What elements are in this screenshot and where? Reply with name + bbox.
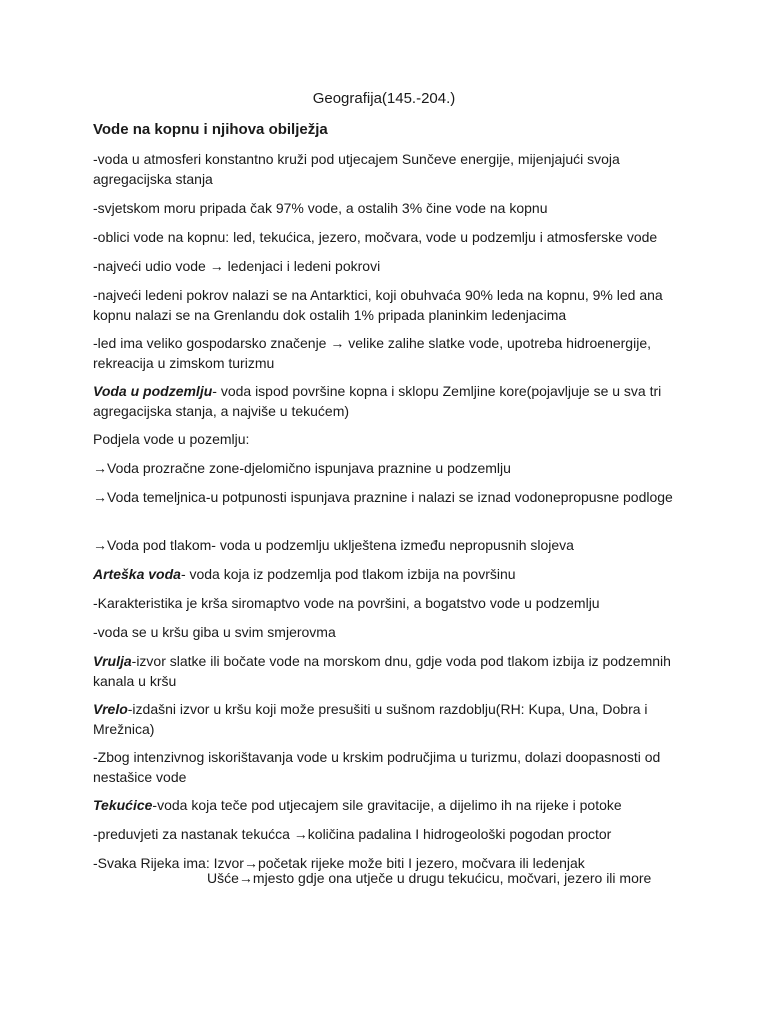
arrow-right-icon: →: [209, 258, 224, 274]
paragraph: [93, 699, 693, 739]
paragraph: [93, 227, 693, 247]
paragraph-text: -Karakteristika je krša siromaptvo vode na površini, a bogatstvo vode u podzemlju: [93, 595, 600, 611]
arrow-right-icon: →: [293, 826, 308, 842]
paragraph-text: Voda temeljnica-u potpunosti ispunjava praznine i nalazi se iznad vodonepropusne podloge: [107, 489, 673, 505]
arrow-right-icon: →: [330, 335, 345, 351]
term: Arteška voda: [93, 566, 181, 582]
term: Tekućice: [93, 797, 153, 813]
paragraph-text: Podjela vode u pozemlju:: [93, 431, 250, 447]
paragraph: [93, 458, 693, 478]
paragraph-text: -najveći udio vode: [93, 258, 210, 274]
paragraph-text: Ušće: [207, 870, 239, 886]
paragraph-text: -led ima veliko gospodarsko značenje: [93, 335, 331, 351]
paragraph: [93, 285, 693, 325]
paragraph-text: Voda pod tlakom- voda u podzemlju uklještena između nepropusnih slojeva: [107, 537, 574, 553]
section-heading: Vode na kopnu i njihova obilježja: [93, 121, 328, 138]
paragraph-text: -oblici vode na kopnu: led, tekućica, jezero, močvara, vode u podzemlju i atmosferske vode: [93, 229, 658, 245]
paragraph-text: -Zbog intenzivnog iskorištavanja vode u krskim područjima u turizmu, dolazi doopasnosti od nestašice vode: [93, 749, 661, 785]
paragraph-text: -voda u atmosferi konstantno kruži pod utjecajem Sunčeve energije, mijenjajući svoja agregacijska stanja: [93, 151, 620, 187]
paragraph: [93, 795, 693, 815]
paragraph: [93, 564, 693, 584]
paragraph-text: početak rijeke može biti I jezero, močvara ili ledenjak: [257, 855, 585, 871]
paragraph-text: -svjetskom moru pripada čak 97% vode, a ostalih 3% čine vode na kopnu: [93, 200, 548, 216]
paragraph: [93, 747, 693, 787]
term: Vrulja: [93, 653, 132, 669]
paragraph: [93, 622, 693, 642]
paragraph-text: količina padalina I hidrogeološki pogodan proctor: [307, 826, 612, 842]
paragraph: [93, 487, 693, 507]
paragraph: [93, 535, 693, 555]
term: Voda u podzemlju: [93, 383, 213, 399]
paragraph: [93, 198, 693, 218]
paragraph-text: -najveći ledeni pokrov nalazi se na Antarktici, koji obuhvaća 90% leda na kopnu, 9% led ana kopnu nalazi se na Grenlandu dok ostalih 1% pripada planinkim ledenjacima: [93, 287, 663, 323]
paragraph: [93, 651, 693, 691]
paragraph-text: ledenjaci i ledeni pokrovi: [223, 258, 381, 274]
paragraph-text: -voda se u kršu giba u svim smjerovma: [93, 624, 336, 640]
paragraph: [93, 429, 693, 449]
paragraph: [93, 593, 693, 613]
paragraph-text: Voda prozračne zone-djelomično ispunjava praznine u podzemlju: [107, 460, 511, 476]
arrow-right-icon: →: [243, 855, 258, 871]
paragraph: [93, 824, 693, 844]
paragraph-text: -voda koja teče pod utjecajem sile gravitacije, a dijelimo ih na rijeke i potoke: [152, 797, 622, 813]
paragraph: [207, 868, 651, 888]
paragraph: [93, 333, 693, 373]
paragraph-text: -Svaka Rijeka ima: Izvor: [93, 855, 244, 871]
arrow-right-icon: →: [93, 489, 107, 505]
paragraph-text: velike zalihe slatke vode, upotreba hidroenergije, rekreacija u zimskom turizmu: [93, 335, 651, 371]
paragraph: [93, 256, 693, 276]
paragraph-text: -preduvjeti za nastanak tekućca: [93, 826, 294, 842]
paragraph-text: - voda ispod površine kopna i sklopu Zemljine kore(pojavljuje se u sva tri agregacijska stanja, a najviše u tekućem): [93, 383, 662, 419]
arrow-right-icon: →: [93, 460, 107, 476]
paragraph: [93, 149, 693, 189]
paragraph: [93, 381, 693, 421]
arrow-right-icon: →: [238, 870, 253, 886]
paragraph-text: -izvor slatke ili bočate vode na morskom dnu, gdje voda pod tlakom izbija iz podzemnih kanala u kršu: [93, 653, 671, 689]
term: Vrelo: [93, 701, 128, 717]
paragraph-text: -izdašni izvor u kršu koji može presušiti u sušnom razdoblju(RH: Kupa, Una, Dobra i Mrežnica): [93, 701, 648, 737]
paragraph-text: mjesto gdje ona utječe u drugu tekućicu, močvari, jezero ili more: [252, 870, 652, 886]
document-title: Geografija(145.-204.): [312, 90, 456, 107]
paragraph-text: - voda koja iz podzemlja pod tlakom izbija na površinu: [180, 566, 516, 582]
arrow-right-icon: →: [93, 537, 107, 553]
